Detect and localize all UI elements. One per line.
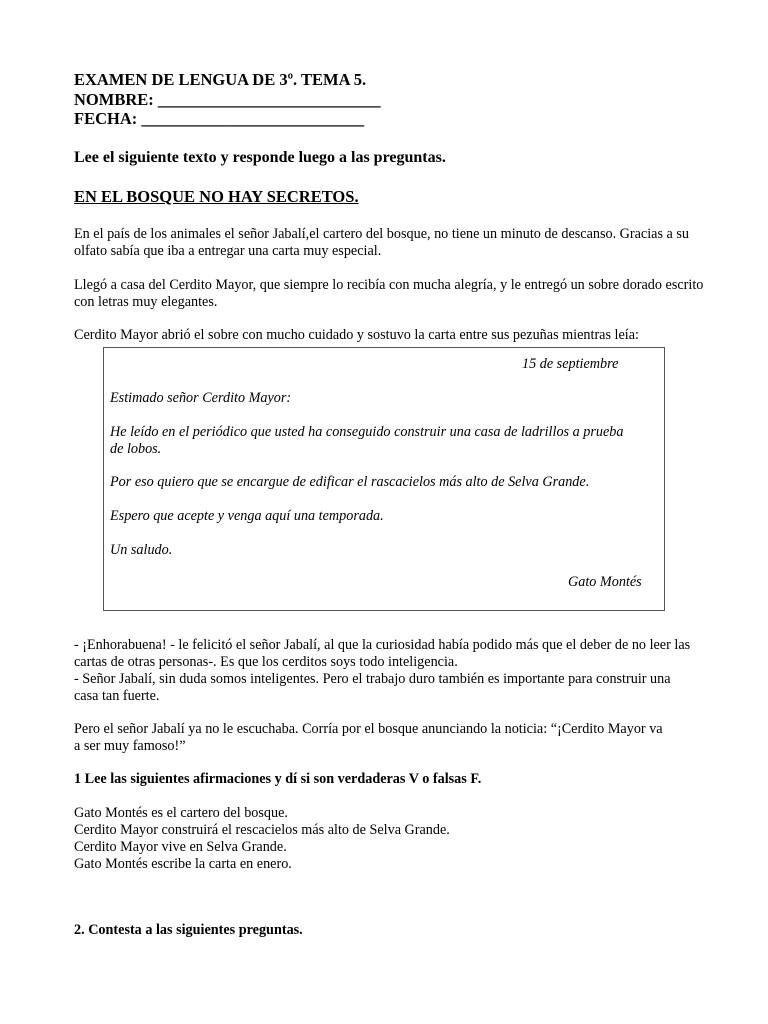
letter-signature: Gato Montés xyxy=(568,574,642,590)
letter-closing: Un saludo. xyxy=(110,542,173,558)
letter-line-1: He leído en el periódico que usted ha conseguido construir una casa de ladrillos a prueba de lobos. xyxy=(110,424,624,457)
story-paragraph-4: - ¡Enhorabuena! - le felicitó el señor Jabalí, al que la curiosidad había podido más que el deber de no leer las cartas de otras personas-. Es que los cerditos soys todo inteligencia. xyxy=(74,637,691,670)
letter-date: 15 de septiembre xyxy=(522,356,619,372)
statement-item: Cerdito Mayor vive en Selva Grande. xyxy=(74,839,287,855)
name-field-line: NOMBRE: ___________________________ xyxy=(74,89,381,109)
question-1-statements xyxy=(74,805,450,873)
statement-item: Cerdito Mayor construirá el rescacielos más alto de Selva Grande. xyxy=(74,822,450,838)
story-paragraph-3: Cerdito Mayor abrió el sobre con mucho cuidado y sostuvo la carta entre sus pezuñas mientras leía: xyxy=(74,327,639,343)
letter-greeting: Estimado señor Cerdito Mayor: xyxy=(110,390,292,406)
statement-item: Gato Montés es el cartero del bosque. xyxy=(74,805,288,821)
story-paragraph-5: - Señor Jabalí, sin duda somos inteligentes. Pero el trabajo duro también es importante para construir una casa tan fuerte. xyxy=(74,671,671,704)
question-2-prompt: 2. Contesta a las siguientes preguntas. xyxy=(74,922,303,938)
exam-header xyxy=(74,70,381,129)
question-1-prompt: 1 Lee las siguientes afirmaciones y dí si son verdaderas V o falsas F. xyxy=(74,771,482,787)
letter-line-3: Espero que acepte y venga aquí una temporada. xyxy=(110,508,384,524)
statement-item: Gato Montés escribe la carta en enero. xyxy=(74,856,292,872)
date-field-line: FECHA: ___________________________ xyxy=(74,109,365,128)
story-paragraph-2: Llegó a casa del Cerdito Mayor, que siempre lo recibía con mucha alegría, y le entregó un sobre dorado escrito con letras muy elegantes. xyxy=(74,277,704,310)
exam-title: EXAMEN DE LENGUA DE 3º. TEMA 5. xyxy=(74,70,367,89)
letter-box xyxy=(103,347,665,611)
story-title: EN EL BOSQUE NO HAY SECRETOS. xyxy=(74,187,359,206)
letter-line-2: Por eso quiero que se encargue de edificar el rascacielos más alto de Selva Grande. xyxy=(110,474,590,490)
story-paragraph-6: Pero el señor Jabalí ya no le escuchaba. Corría por el bosque anunciando la noticia: “¡Cerdito Mayor va a ser muy famoso!” xyxy=(74,721,663,754)
instruction-text: Lee el siguiente texto y responde luego a las preguntas. xyxy=(74,149,446,166)
story-paragraph-1: En el país de los animales el señor Jabalí,el cartero del bosque, no tiene un minuto de descanso. Gracias a su olfato sabía que iba a entregar una carta muy especial. xyxy=(74,226,689,259)
